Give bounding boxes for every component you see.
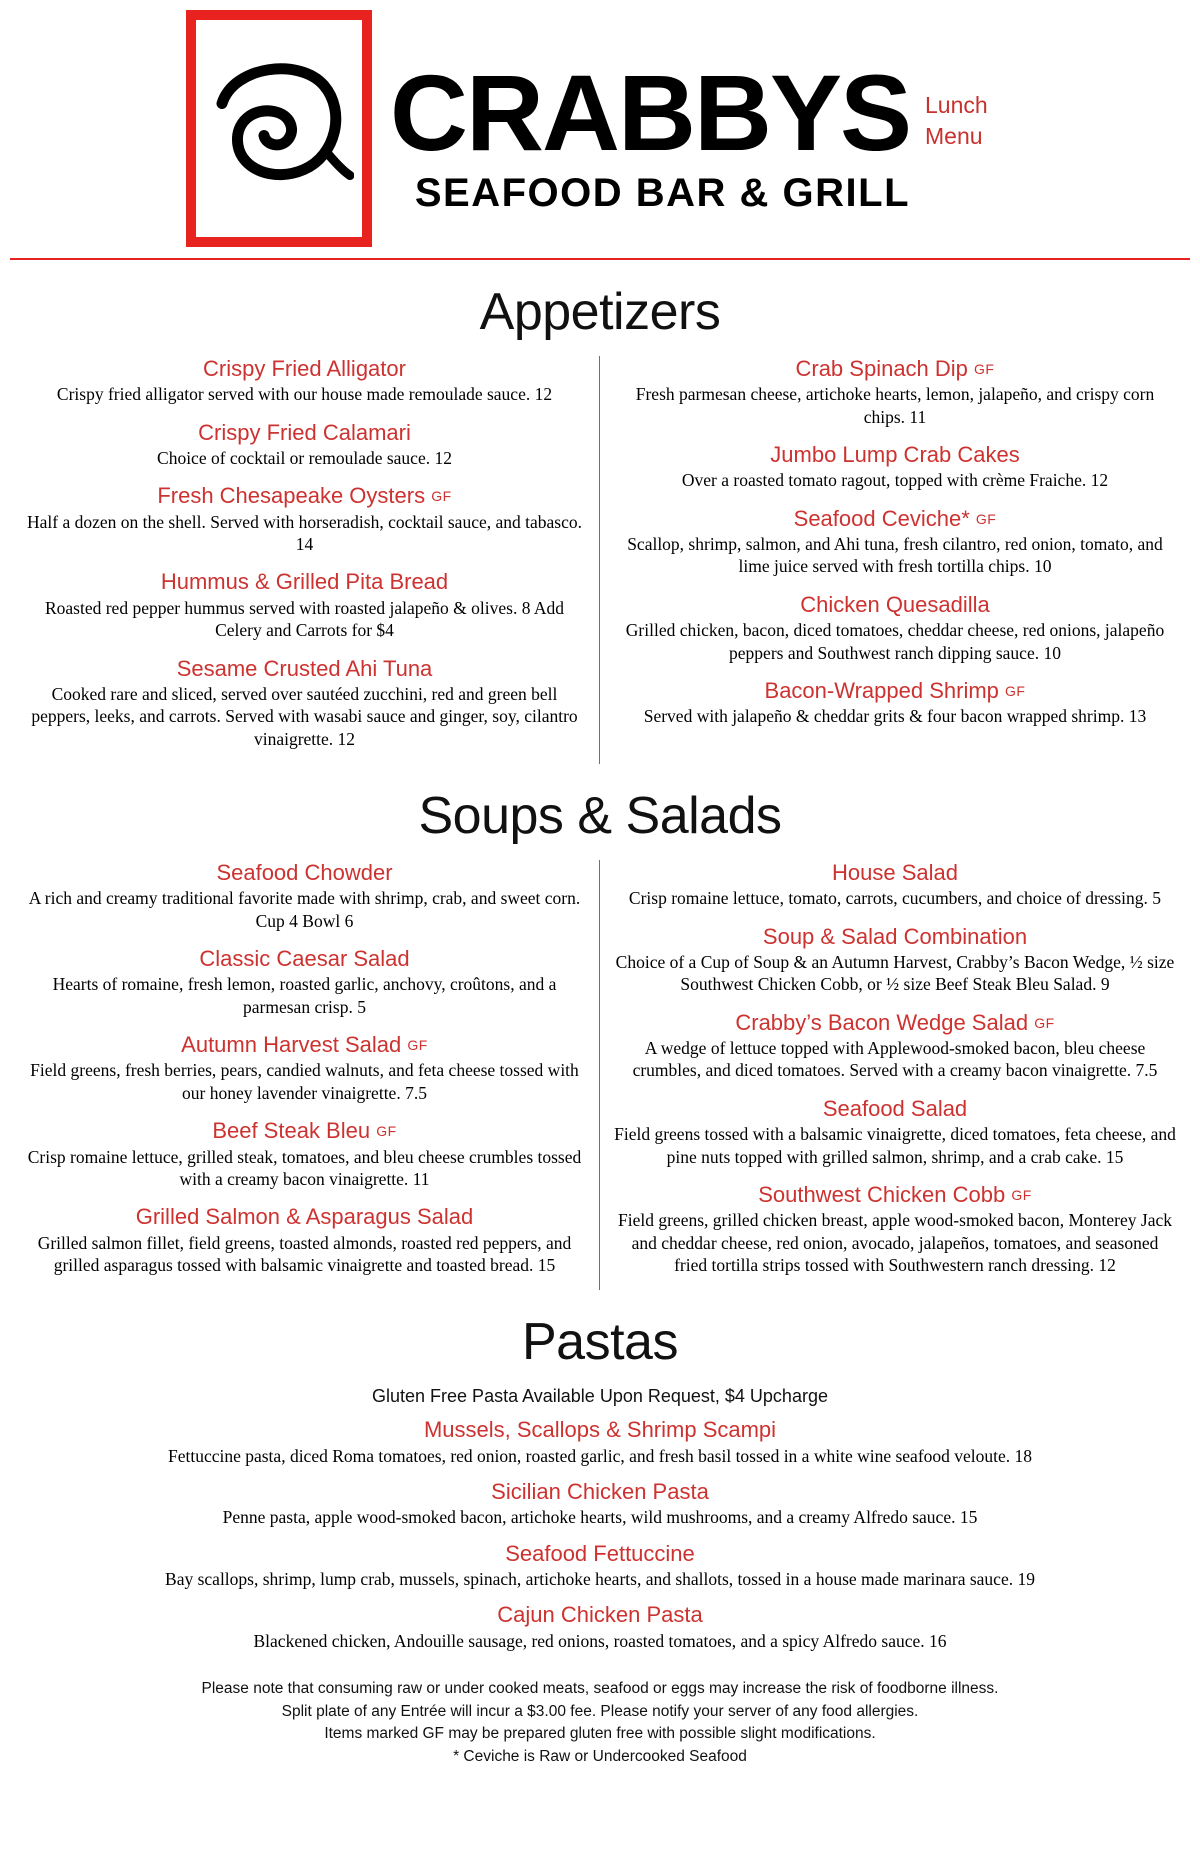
menu-item-name-text: Classic Caesar Salad	[199, 946, 410, 972]
section-column-left	[10, 356, 600, 764]
menu-item-description: Grilled salmon fillet, field greens, toasted almonds, roasted red peppers, and grilled asparagus tossed with balsamic vinaigrette and toasted bread. 15	[37, 1232, 572, 1275]
menu-item-description: A wedge of lettuce topped with Applewood-smoked bacon, bleu cheese crumbles, and diced tomatoes. Served with a creamy bacon vinaigrette. 7.5	[632, 1038, 1158, 1081]
brand-wordmark	[390, 41, 910, 216]
gluten-free-badge: GF	[1011, 1186, 1032, 1203]
menu-item-name	[614, 1182, 1176, 1207]
section-full-column	[0, 1417, 1200, 1652]
menu-item-description: Choice of a Cup of Soup & an Autumn Harvest, Crabby’s Bacon Wedge, ½ size Southwest Chicken Cobb, or ½ size Beef Steak Bleu Salad. 9	[615, 951, 1175, 995]
menu-item-description: Field greens, fresh berries, pears, candied walnuts, and feta cheese tossed with our honey lavender vinaigrette. 7.5	[30, 1060, 579, 1103]
brand-name: CRABBYS	[390, 52, 911, 173]
menu-item	[614, 442, 1176, 492]
menu-item-name	[614, 356, 1176, 381]
menu-item-name-text: Crispy Fried Alligator	[203, 356, 406, 381]
menu-item	[614, 678, 1176, 728]
menu-item-name-text: Bacon-Wrapped Shrimp	[764, 677, 999, 703]
menu-item-name	[60, 1417, 1140, 1442]
menu-item-name-text: Soup & Salad Combination	[762, 923, 1028, 949]
crab-logo-icon	[186, 10, 372, 247]
menu-item-name	[614, 678, 1176, 703]
menu-item-name-text: Jumbo Lump Crab Cakes	[770, 442, 1020, 468]
menu-item-name-text: Grilled Salmon & Asparagus Salad	[135, 1204, 474, 1230]
footer-line-4: * Ceviche is Raw or Undercooked Seafood	[453, 1747, 747, 1765]
menu-item-description: Blackened chicken, Andouille sausage, red onions, roasted tomatoes, and a spicy Alfredo sauce. 16	[253, 1630, 947, 1651]
menu-item-name-text: Chicken Quesadilla	[800, 591, 990, 617]
menu-item-name	[614, 442, 1176, 467]
menu-item-description: Field greens, grilled chicken breast, apple wood-smoked bacon, Monterey Jack and cheddar cheese, red onion, avocado, jalapeños, tomatoes, and seasoned fried tortilla strips tossed with Southwestern ranch dressing. 12	[618, 1210, 1172, 1275]
menu-item-name	[24, 860, 585, 885]
menu-item-description: Crisp romaine lettuce, tomato, carrots, cucumbers, and choice of dressing. 5	[628, 888, 1162, 909]
menu-item	[24, 420, 585, 470]
menu-item	[24, 656, 585, 750]
menu-section	[0, 282, 1200, 764]
menu-item-description: Field greens tossed with a balsamic vinaigrette, diced tomatoes, feta cheese, and pine nuts topped with grilled salmon, shrimp, and a crab cake. 15	[614, 1124, 1176, 1167]
footer-line-1: Please note that consuming raw or under cooked meats, seafood or eggs may increase the risk of foodborne illness.	[201, 1680, 999, 1698]
menu-type-label	[925, 90, 988, 152]
menu-item-description: Crisp romaine lettuce, grilled steak, tomatoes, and bleu cheese crumbles tossed with a creamy bacon vinaigrette. 11	[27, 1146, 582, 1189]
menu-item-description: Scallop, shrimp, salmon, and Ahi tuna, fresh cilantro, red onion, tomato, and lime juice served with fresh tortilla chips. 10	[627, 534, 1163, 577]
menu-item-name-text: Seafood Ceviche*	[793, 505, 970, 531]
logo	[186, 10, 910, 247]
footer-line-3: Items marked GF may be prepared gluten free with possible slight modifications.	[324, 1725, 876, 1743]
footer-line-2: Split plate of any Entrée will incur a $3.00 fee. Please notify your server of any food allergies.	[281, 1702, 919, 1720]
section-title: Appetizers	[479, 283, 721, 341]
section-title: Soups & Salads	[418, 787, 782, 845]
menu-item	[24, 1032, 585, 1104]
section-columns	[0, 356, 1200, 764]
menu-item	[24, 946, 585, 1018]
menu-item	[24, 356, 585, 406]
brand-tagline: SEAFOOD BAR & GRILL	[414, 171, 911, 215]
menu-item-description: Roasted red pepper hummus served with roasted jalapeño & olives. 8 Add Celery and Carrots for $4	[44, 597, 565, 641]
menu-item-name	[60, 1602, 1140, 1627]
menu-item-description: Hearts of romaine, fresh lemon, roasted garlic, anchovy, croûtons, and a parmesan crisp. 5	[52, 974, 557, 1017]
menu-item	[614, 356, 1176, 428]
menu-item-description: Fresh parmesan cheese, artichoke hearts, lemon, jalapeño, and crispy corn chips. 11	[635, 384, 1155, 427]
menu-item-name-text: Hummus & Grilled Pita Bread	[160, 569, 449, 595]
gluten-free-badge: GF	[407, 1037, 428, 1054]
menu-item-name	[24, 569, 585, 594]
menu-item	[614, 1096, 1176, 1168]
menu-item	[60, 1602, 1140, 1652]
menu-item-name-text: Cajun Chicken Pasta	[497, 1602, 703, 1628]
menu-item-name-text: Fresh Chesapeake Oysters	[157, 483, 426, 509]
menu-item-description: Over a roasted tomato ragout, topped with crème Fraiche. 12	[681, 470, 1109, 491]
menu-item-name-text: Southwest Chicken Cobb	[758, 1181, 1006, 1207]
menu-item-description: Served with jalapeño & cheddar grits & four bacon wrapped shrimp. 13	[643, 706, 1147, 727]
menu-item-name	[24, 356, 585, 381]
menu-item-name	[60, 1541, 1140, 1566]
menu-item	[24, 1118, 585, 1190]
section-column-right	[600, 860, 1190, 1290]
menu-item	[614, 1010, 1176, 1082]
gluten-free-badge: GF	[1034, 1014, 1055, 1031]
menu-item-name	[614, 1096, 1176, 1121]
crab-swirl-icon	[204, 51, 354, 206]
menu-item	[24, 483, 585, 555]
menu-item-name-text: Mussels, Scallops & Shrimp Scampi	[423, 1417, 777, 1443]
menu-item	[24, 569, 585, 641]
menu-item-description: Bay scallops, shrimp, lump crab, mussels, spinach, artichoke hearts, and shallots, tossed in a house made marinara sauce. 19	[165, 1569, 1035, 1590]
gluten-free-badge: GF	[975, 510, 997, 527]
menu-item-description: Penne pasta, apple wood-smoked bacon, artichoke hearts, wild mushrooms, and a creamy Alfredo sauce. 15	[222, 1507, 978, 1528]
menu-item-description: Grilled chicken, bacon, diced tomatoes, cheddar cheese, red onions, jalapeño peppers and Southwest ranch dipping sauce. 10	[625, 620, 1165, 663]
section-columns	[0, 860, 1200, 1290]
menu-item-name	[614, 860, 1176, 885]
menu-item-name	[614, 924, 1176, 949]
section-note: Gluten Free Pasta Available Upon Request, $4 Upcharge	[372, 1386, 828, 1407]
menu-item-name	[24, 483, 585, 508]
menu-item-name-text: Sicilian Chicken Pasta	[491, 1479, 709, 1505]
menu-item-name	[24, 1204, 585, 1229]
menu-item-name-text: Autumn Harvest Salad	[181, 1032, 402, 1058]
menu-item-description: Fettuccine pasta, diced Roma tomatoes, red onion, roasted garlic, and fresh basil tossed in a white wine seafood veloute. 18	[167, 1445, 1033, 1466]
menu-item-name-text: Beef Steak Bleu	[212, 1118, 371, 1144]
menu-item-name-text: Crispy Fried Calamari	[198, 419, 411, 445]
menu-item	[614, 506, 1176, 578]
menu-item	[60, 1417, 1140, 1467]
menu-item-name	[614, 506, 1176, 531]
menu-item-name	[24, 420, 585, 445]
menu-section	[0, 786, 1200, 1290]
menu-item-description: Cooked rare and sliced, served over sautéed zucchini, red and green bell peppers, leeks, and carrots. Served with wasabi sauce and ginger, soy, cilantro vinaigrette. 12	[31, 683, 578, 749]
gluten-free-badge: GF	[1005, 682, 1026, 699]
menu-item-name-text: Seafood Fettuccine	[505, 1540, 695, 1566]
menu-item-description: Crispy fried alligator served with our house made remoulade sauce. 12	[56, 384, 553, 405]
menu-footer	[0, 1678, 1200, 1792]
menu-item	[24, 860, 585, 932]
menu-item-name	[24, 946, 585, 971]
menu-item-description: A rich and creamy traditional favorite made with shrimp, crab, and sweet corn. Cup 4 Bowl 6	[28, 888, 581, 931]
menu-item-name	[24, 1032, 585, 1057]
menu-item	[60, 1479, 1140, 1529]
menu-item-name-text: House Salad	[832, 860, 958, 885]
menu-item-name	[614, 1010, 1176, 1035]
header-divider	[10, 258, 1190, 260]
section-column-left	[10, 860, 600, 1290]
menu-item-description: Half a dozen on the shell. Served with horseradish, cocktail sauce, and tabasco. 14	[27, 511, 582, 555]
menu-item-name	[24, 656, 585, 681]
menu-item-name	[24, 1118, 585, 1143]
section-title: Pastas	[522, 1313, 678, 1372]
menu-item	[24, 1204, 585, 1276]
menu-item	[614, 860, 1176, 910]
menu-item	[614, 592, 1176, 664]
menu-item-name-text: Sesame Crusted Ahi Tuna	[176, 655, 433, 681]
menu-item	[614, 1182, 1176, 1276]
menu-item	[60, 1541, 1140, 1591]
menu-item-name-text: Seafood Chowder	[216, 860, 393, 885]
menu-item-description: Choice of cocktail or remoulade sauce. 12	[157, 447, 452, 468]
gluten-free-badge: GF	[431, 488, 452, 505]
gluten-free-badge: GF	[376, 1123, 397, 1140]
section-column-right	[600, 356, 1190, 764]
menu-item-name	[60, 1479, 1140, 1504]
menu-type-line2: Menu	[925, 123, 983, 150]
menu-header	[0, 0, 1200, 250]
menu-type-line1: Lunch	[925, 92, 988, 118]
menu-item-name-text: Crabby’s Bacon Wedge Salad	[735, 1009, 1029, 1035]
menu-section	[0, 1312, 1200, 1652]
menu-sections	[0, 282, 1200, 1652]
menu-item	[614, 924, 1176, 996]
menu-item-name-text: Seafood Salad	[822, 1095, 968, 1121]
gluten-free-badge: GF	[974, 361, 995, 377]
menu-item-name	[614, 592, 1176, 617]
menu-item-name-text: Crab Spinach Dip	[795, 356, 968, 381]
